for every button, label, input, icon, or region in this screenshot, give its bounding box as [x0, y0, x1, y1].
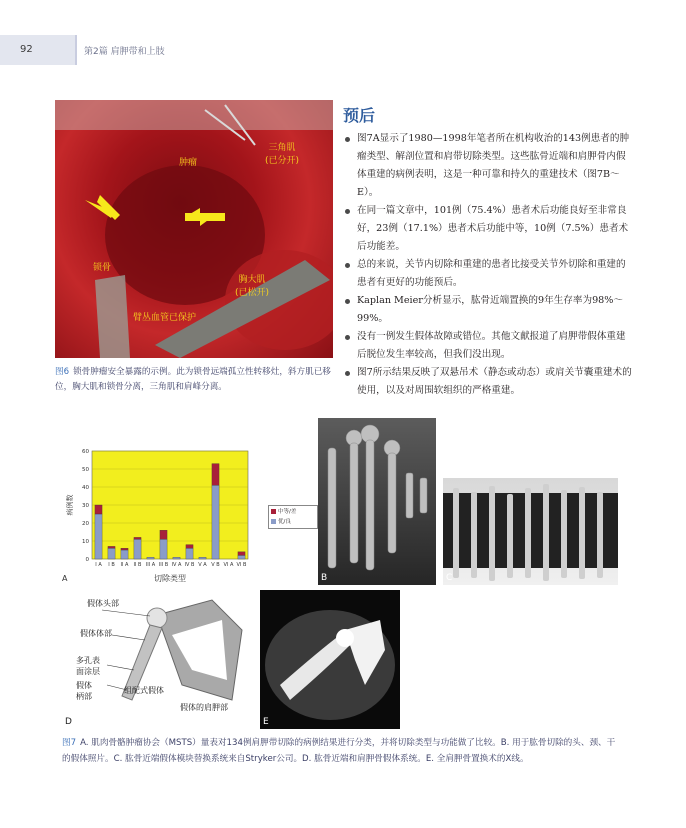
label-prosthesis-body: 假体体部	[80, 629, 112, 638]
x-tick-label: III B	[158, 562, 169, 568]
panel-letter-a: A	[62, 574, 68, 583]
figure7-caption	[62, 735, 622, 767]
y-tick-label: 30	[82, 503, 89, 509]
y-tick-label: 50	[82, 467, 89, 473]
figure7a-chart	[58, 445, 258, 585]
y-tick-label: 0	[85, 557, 89, 563]
list-item: 图7A显示了1980—1998年笔者所在机构收治的143例患者的肿瘤类型、解剖位置和肩带切除类型。这些肱骨近端和肩胛骨内假体重建的病例表明，这是一种可靠和持久的重建技术（图7B～E）。	[343, 130, 633, 202]
bar-segment	[199, 557, 206, 559]
panel-letter-e: E	[263, 717, 269, 727]
list-item: 图7所示结果反映了双悬吊术（静态或动态）或肩关节囊重建术的使用，以及对周围软组织的严格重建。	[343, 364, 633, 400]
bar-segment	[134, 539, 141, 559]
figure6-caption-number: 图6	[55, 367, 70, 377]
label-prosthesis-stem: 假体 柄部	[76, 681, 92, 701]
bar-segment	[160, 530, 167, 539]
label-scapular-part: 假体的肩胛部	[180, 703, 228, 712]
figure7-caption-number: 图7	[62, 738, 77, 748]
chart-legend	[268, 505, 318, 529]
y-tick-label: 10	[82, 539, 89, 545]
bar-segment	[238, 555, 245, 559]
label-pec-major: 胸大肌 (已松开)	[235, 275, 270, 298]
y-axis-label: 病例数	[66, 494, 74, 516]
label-tumor: 肿瘤	[179, 158, 198, 168]
chapter-title: 第2篇 肩胛带和上肢	[84, 47, 165, 57]
figure6-caption-text: 锁骨肿瘤安全暴露的示例。此为锁骨远端孤立性转移灶，斜方肌已移位，胸大肌和锁骨分离，三角肌和肩峰分离。	[55, 367, 331, 392]
label-brachial-plexus: 臂丛血管已保护	[133, 313, 197, 323]
legend-label-poor: 中等/差	[278, 509, 297, 515]
label-clavicle: 锁骨	[93, 263, 112, 273]
bar-segment	[186, 545, 193, 549]
bar-segment	[121, 550, 128, 559]
x-tick-label: V A	[198, 562, 207, 568]
x-tick-label: IV A	[171, 562, 182, 568]
bar-segment	[134, 537, 141, 539]
header-band	[0, 35, 75, 65]
x-tick-label: IV B	[184, 562, 195, 568]
x-tick-label: II B	[133, 562, 142, 568]
bar-segment	[186, 548, 193, 559]
bar-segment	[212, 485, 219, 559]
list-item: 在同一篇文章中，101例（75.4%）患者术后功能良好至非常良好，23例（17.1%）患者术后功能中等，10例（7.5%）患者术后功能差。	[343, 202, 633, 256]
x-tick-label: II A	[120, 562, 129, 568]
panel-letter-d: D	[65, 717, 72, 727]
bar-segment	[95, 514, 102, 559]
label-deltoid: 三角肌 (已分开)	[265, 143, 300, 166]
label-modular-prosthesis: 组配式假体	[124, 686, 164, 695]
bar-segment	[212, 464, 219, 486]
bar-segment	[121, 548, 128, 550]
page-number: 92	[20, 44, 33, 55]
bar-segment	[108, 548, 115, 559]
bar-segment	[160, 539, 167, 559]
x-tick-label: I A	[95, 562, 102, 568]
legend-label-good: 优/良	[278, 519, 291, 525]
figure7d-photo	[62, 590, 252, 729]
legend-swatch-poor	[271, 509, 276, 514]
y-tick-label: 40	[82, 485, 89, 491]
figure6-caption	[55, 365, 335, 395]
list-item: Kaplan Meier分析显示，肱骨近端置换的9年生存率为98%～99%。	[343, 292, 633, 328]
figure6-photo	[55, 100, 333, 358]
x-tick-label: I B	[108, 562, 115, 568]
x-tick-label: VI A	[223, 562, 234, 568]
x-tick-label: III A	[145, 562, 156, 568]
legend-swatch-good	[271, 519, 276, 524]
label-prosthesis-head: 假体头部	[87, 599, 119, 608]
y-tick-label: 60	[82, 449, 89, 455]
prognosis-list	[343, 130, 633, 400]
figure7c-photo	[443, 478, 618, 585]
x-axis-label: 切除类型	[154, 574, 186, 583]
bar-segment	[95, 505, 102, 514]
y-tick-label: 20	[82, 521, 89, 527]
list-item: 没有一例发生假体故障或错位。其他文献报道了肩胛带假体重建后脱位发生率较高，但我们没出现。	[343, 328, 633, 364]
panel-letter-b: B	[321, 573, 328, 583]
section-title: 预后	[343, 106, 376, 125]
bar-segment	[238, 552, 245, 556]
figure7b-photo	[318, 418, 436, 585]
panel-letter-c: C	[446, 573, 453, 583]
bar-segment	[108, 546, 115, 548]
x-tick-label: V B	[211, 562, 220, 568]
figure7-caption-text: A. 肌肉骨骼肿瘤协会（MSTS）量表对134例肩胛带切除的病例结果进行分类，并将切除类型与功能做了比较。B. 用于肱骨切除的头、颈、干的假体照片。C. 肱骨近端假体模块替换系统来自Stryker公司。D. 肱骨近端和肩胛骨假体系统。E. 全肩胛骨置换术的X线。	[62, 738, 616, 764]
bar-segment	[173, 557, 180, 559]
header-divider	[75, 35, 77, 65]
figure7e-xray	[260, 590, 400, 729]
bar-segment	[147, 557, 154, 559]
x-tick-label: VI B	[236, 562, 247, 568]
label-porous-coating: 多孔表 面涂层	[76, 656, 100, 676]
list-item: 总的来说，关节内切除和重建的患者比接受关节外切除和重建的患者有更好的功能预后。	[343, 256, 633, 292]
